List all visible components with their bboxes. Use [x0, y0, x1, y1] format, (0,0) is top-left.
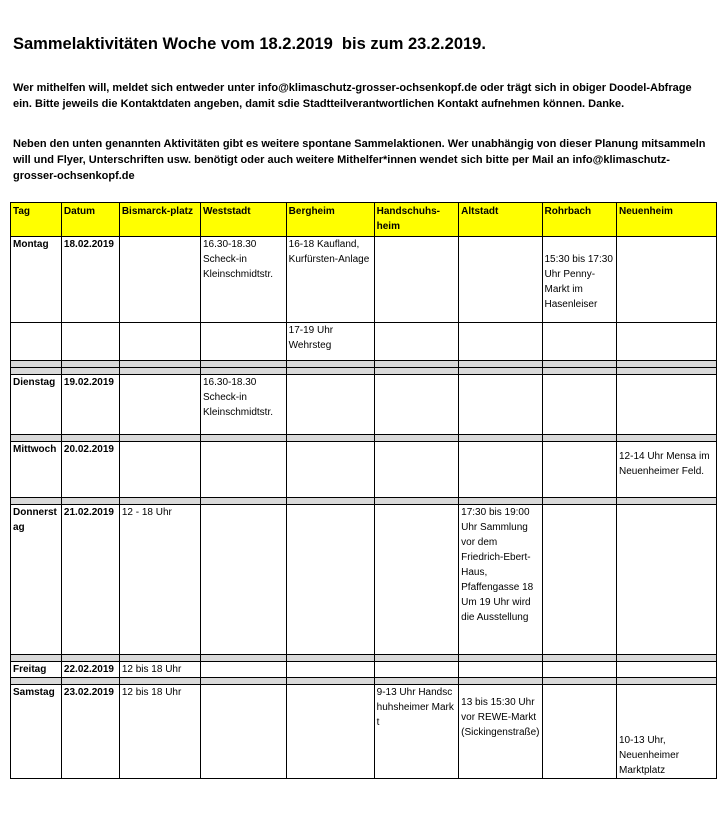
- cell-tag: Montag: [11, 237, 62, 323]
- separator-row: [11, 655, 717, 662]
- cell-rohrbach: [542, 505, 616, 655]
- cell-datum: 23.02.2019: [61, 685, 119, 779]
- cell-handschuhsheim: [374, 505, 459, 655]
- cell-weststadt: [200, 685, 286, 779]
- cell-tag: Donnerstag: [11, 505, 62, 655]
- schedule-table: [10, 202, 717, 779]
- cell-datum: 21.02.2019: [61, 505, 119, 655]
- info-paragraph: Neben den unten genannten Aktivitäten gibt es weitere spontane Sammelaktionen. Wer unabhängig von dieser Planung mitsammeln will und Flyer, Unterschriften usw. benötigt oder auch weitere Mithelfer*innen wendet sich bitte per Mail an info@klimaschutz-grosser-ochsenkopf.de: [13, 138, 706, 182]
- cell-altstadt: [459, 442, 542, 498]
- cell-datum: 22.02.2019: [61, 662, 119, 678]
- header-neuenheim: Neuenheim: [616, 203, 716, 237]
- header-tag: Tag: [11, 203, 62, 237]
- cell-datum: 19.02.2019: [61, 375, 119, 435]
- cell-rohrbach: 15:30 bis 17:30 Uhr Penny-Markt im Hasenleiser: [542, 237, 616, 323]
- cell-handschuhsheim: 9-13 Uhr Handschuhsheimer Markt: [374, 685, 459, 779]
- cell-neuenheim: [616, 505, 716, 655]
- cell-rohrbach: [542, 442, 616, 498]
- header-altstadt: Altstadt: [459, 203, 542, 237]
- cell-bergheim: [286, 442, 374, 498]
- cell-weststadt: [200, 442, 286, 498]
- cell-bergheim: [286, 685, 374, 779]
- cell-weststadt: [200, 662, 286, 678]
- header-handschuhsheim: Handschuhs-heim: [374, 203, 459, 237]
- table-row-montag-2: [11, 323, 717, 361]
- cell-bergheim: [286, 662, 374, 678]
- altstadt-text: 17:30 bis 19:00 Uhr Sammlung vor dem Friedrich-Ebert-Haus, Pfaffengasse 18 Um 19 Uhr wird die Ausstellung: [461, 507, 534, 623]
- intro-paragraph: Wer mithelfen will, meldet sich entweder unter info@klimaschutz-grosser-ochsenkopf.de oder trägt sich in obiger Doodel-Abfrage ein. Bitte jeweils die Kontaktdaten angeben, damit sdie Stadtteilverantwortlichen Kontakt aufnehmen können. Danke.: [13, 82, 692, 110]
- separator-row: [11, 368, 717, 375]
- cell-tag: [11, 323, 62, 361]
- cell-datum: [61, 323, 119, 361]
- cell-tag: Mittwoch: [11, 442, 62, 498]
- cell-datum: 20.02.2019: [61, 442, 119, 498]
- cell-weststadt: [200, 505, 286, 655]
- cell-rohrbach: [542, 375, 616, 435]
- table-row-dienstag: [11, 375, 717, 435]
- document-title: Sammelaktivitäten Woche vom 18.2.2019 bis zum 23.2.2019.: [13, 35, 486, 53]
- cell-neuenheim: 10-13 Uhr, Neuenheimer Marktplatz: [616, 685, 716, 779]
- table-row-montag: [11, 237, 717, 323]
- table-row-mittwoch: [11, 442, 717, 498]
- cell-handschuhsheim: [374, 375, 459, 435]
- cell-weststadt: 16.30-18.30 Scheck-in Kleinschmidtstr.: [200, 375, 286, 435]
- cell-altstadt: [459, 237, 542, 323]
- cell-altstadt: [459, 323, 542, 361]
- table-header-row: [11, 203, 717, 237]
- table-row-donnerstag: [11, 505, 717, 655]
- cell-bismarckplatz: [119, 237, 200, 323]
- cell-weststadt: [200, 323, 286, 361]
- cell-handschuhsheim: [374, 662, 459, 678]
- cell-neuenheim: 12-14 Uhr Mensa im Neuenheimer Feld.: [616, 442, 716, 498]
- separator-row: [11, 361, 717, 368]
- cell-rohrbach: [542, 662, 616, 678]
- cell-neuenheim: [616, 237, 716, 323]
- cell-altstadt: 13 bis 15:30 Uhr vor REWE-Markt (Sickingenstraße): [459, 685, 542, 779]
- header-datum: Datum: [61, 203, 119, 237]
- separator-row: [11, 678, 717, 685]
- cell-bismarckplatz: [119, 375, 200, 435]
- cell-bismarckplatz: [119, 442, 200, 498]
- cell-neuenheim: [616, 323, 716, 361]
- cell-bismarckplatz: 12 - 18 Uhr: [119, 505, 200, 655]
- cell-altstadt: [459, 375, 542, 435]
- cell-neuenheim: [616, 375, 716, 435]
- separator-row: [11, 498, 717, 505]
- cell-rohrbach: [542, 323, 616, 361]
- cell-bismarckplatz: 12 bis 18 Uhr: [119, 662, 200, 678]
- header-bismarckplatz: Bismarck-platz: [119, 203, 200, 237]
- table-row-samstag: [11, 685, 717, 779]
- separator-row: [11, 435, 717, 442]
- header-bergheim: Bergheim: [286, 203, 374, 237]
- cell-altstadt: [459, 662, 542, 678]
- cell-neuenheim: [616, 662, 716, 678]
- cell-bismarckplatz: 12 bis 18 Uhr: [119, 685, 200, 779]
- cell-handschuhsheim: [374, 237, 459, 323]
- cell-bergheim: 16-18 Kaufland, Kurfürsten-Anlage: [286, 237, 374, 323]
- cell-bismarckplatz: [119, 323, 200, 361]
- cell-rohrbach: [542, 685, 616, 779]
- cell-datum: 18.02.2019: [61, 237, 119, 323]
- cell-tag: Dienstag: [11, 375, 62, 435]
- header-weststadt: Weststadt: [200, 203, 286, 237]
- cell-weststadt: 16.30-18.30 Scheck-in Kleinschmidtstr.: [200, 237, 286, 323]
- header-rohrbach: Rohrbach: [542, 203, 616, 237]
- table-row-freitag: [11, 662, 717, 678]
- cell-bergheim: [286, 505, 374, 655]
- cell-bergheim: [286, 375, 374, 435]
- cell-handschuhsheim: [374, 323, 459, 361]
- cell-altstadt: [459, 505, 542, 655]
- cell-handschuhsheim: [374, 442, 459, 498]
- cell-bergheim: 17-19 Uhr Wehrsteg: [286, 323, 374, 361]
- cell-tag: Freitag: [11, 662, 62, 678]
- cell-tag: Samstag: [11, 685, 62, 779]
